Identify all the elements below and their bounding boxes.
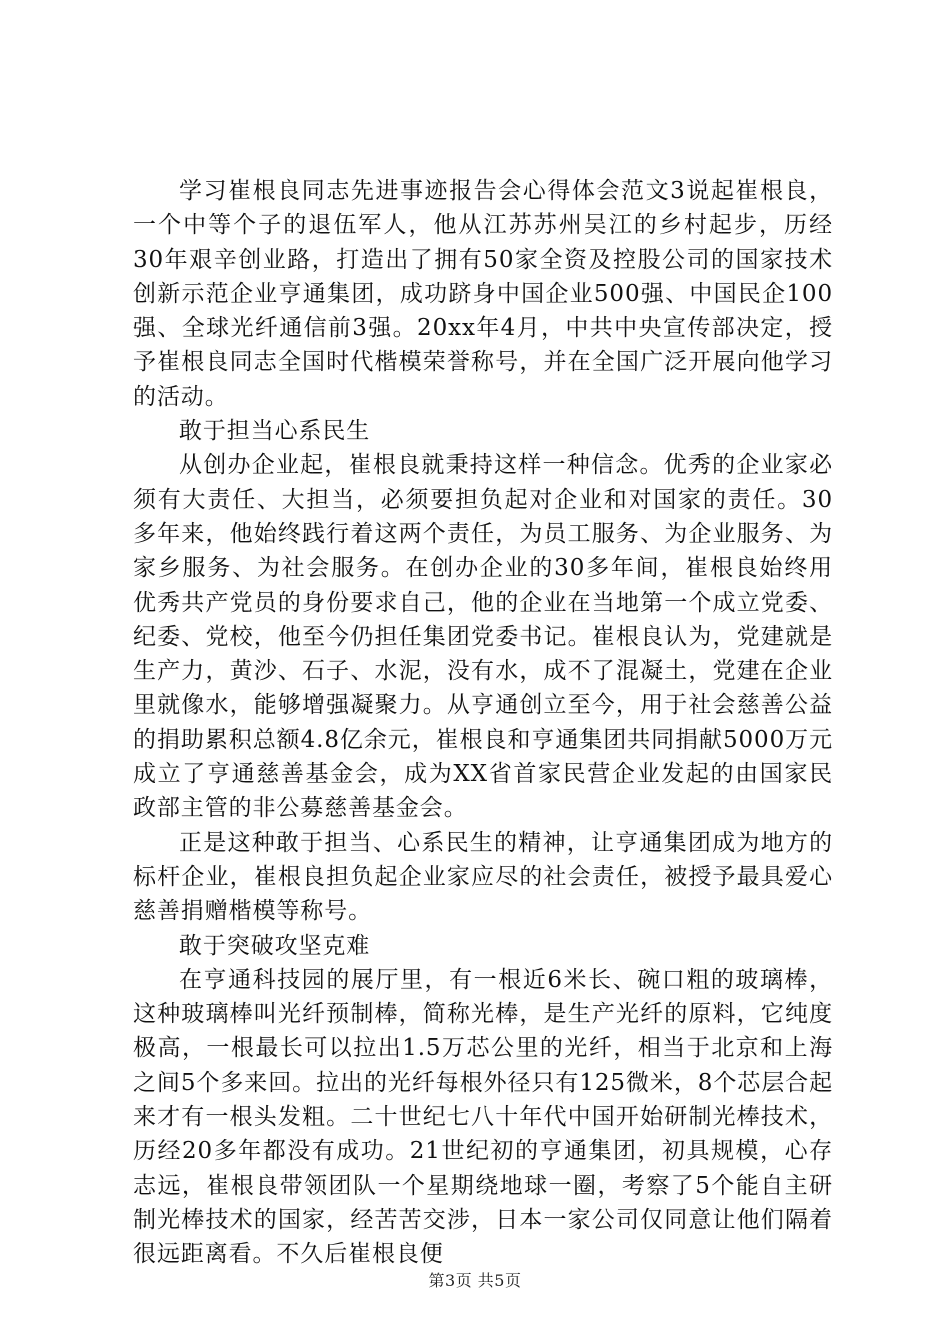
document-body: [133, 174, 833, 1272]
section-heading-responsibility: 敢于担当心系民生: [179, 418, 371, 445]
paragraph-intro: 学习崔根良同志先进事迹报告会心得体会范文3说起崔根良，一个中等个子的退伍军人，他从江苏苏州吴江的乡村起步，历经30年艰辛创业路，打造出了拥有50家全资及控股公司的国家技术创新示范企业亨通集团，成功跻身中国企业500强、中国民企100强、全球光纤通信前3强。20xx年4月，中共中央宣传部决定，授予崔根良同志全国时代楷模荣誉称号，并在全国广泛开展向他学习的活动。: [133, 178, 833, 410]
section-heading-breakthrough: 敢于突破攻坚克难: [179, 932, 371, 959]
paragraph-responsibility: 从创办企业起，崔根良就秉持这样一种信念。优秀的企业家必须有大责任、大担当，必须要担负起对企业和对国家的责任。30多年来，他始终践行着这两个责任，为员工服务、为企业服务、为家乡服务、为社会服务。在创办企业的30多年间，崔根良始终用优秀共产党员的身份要求自己，他的企业在当地第一个成立党委、纪委、党校，他至今仍担任集团党委书记。崔根良认为，党建就是生产力，黄沙、石子、水泥，没有水，成不了混凝土，党建在企业里就像水，能够增强凝聚力。从亨通创立至今，用于社会慈善公益的捐助累积总额4.8亿余元，崔根良和亨通集团共同捐献5000万元成立了亨通慈善基金会，成为XX省首家民营企业发起的由国家民政部主管的非公募慈善基金会。: [133, 452, 833, 822]
paragraph-spirit: 正是这种敢于担当、心系民生的精神，让亨通集团成为地方的标杆企业，崔根良担负起企业家应尽的社会责任，被授予最具爱心慈善捐赠楷模等称号。: [133, 829, 833, 925]
page-number-footer: 第3页 共5页: [428, 1271, 522, 1290]
paragraph-breakthrough: 在亨通科技园的展厅里，有一根近6米长、碗口粗的玻璃棒，这种玻璃棒叫光纤预制棒，简称光棒，是生产光纤的原料，它纯度极高，一根最长可以拉出1.5万芯公里的光纤，相当于北京和上海之间5个多来回。拉出的光纤每根外径只有125微米，8个芯层合起来才有一根头发粗。二十世纪七八十年代中国开始研制光棒技术，历经20多年都没有成功。21世纪初的亨通集团，初具规模，心存志远，崔根良带领团队一个星期绕地球一圈，考察了5个能自主研制光棒技术的国家，经苦苦交涉，日本一家公司仅同意让他们隔着很远距离看。不久后崔根良便: [133, 966, 833, 1268]
